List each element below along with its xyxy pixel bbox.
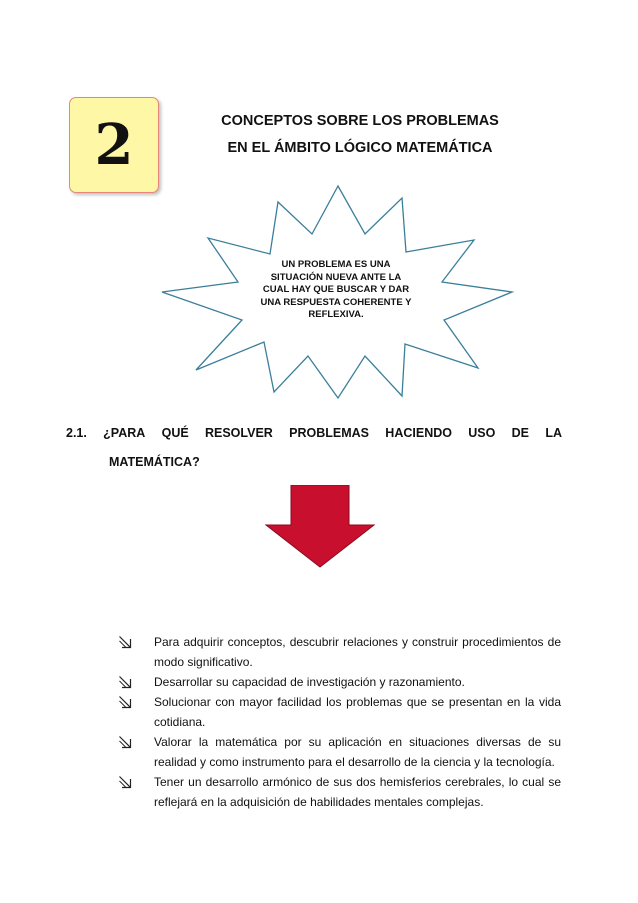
- section-heading: [66, 426, 562, 469]
- list-item: [118, 772, 561, 812]
- chapter-badge: [69, 97, 159, 193]
- list-item: [118, 732, 561, 772]
- definition-line: UN PROBLEMA ES UNA: [281, 259, 391, 270]
- list-item-text: Tener un desarrollo armónico de sus dos hemisferios cerebrales, lo cual se reflejará en la adquisición de habilidades mentales complejas.: [154, 775, 561, 809]
- arrow-bullet-icon: [118, 775, 132, 789]
- down-arrow-icon: [264, 485, 376, 569]
- page-title-line-1: CONCEPTOS SOBRE LOS PROBLEMAS: [221, 113, 499, 129]
- arrow-bullet-icon: [118, 695, 132, 709]
- definition-line: REFLEXIVA.: [308, 309, 364, 320]
- list-item-text: Para adquirir conceptos, descubrir relaciones y construir procedimientos de modo significativo.: [154, 635, 561, 669]
- section-word: LA: [545, 426, 562, 440]
- arrow-bullet-icon: [118, 675, 132, 689]
- reasons-list: [118, 632, 561, 812]
- section-word: USO: [468, 426, 496, 440]
- definition-line: CUAL HAY QUE BUSCAR Y DAR: [262, 284, 410, 295]
- page-title-line-2: EN EL ÁMBITO LÓGICO MATEMÁTICA: [227, 140, 493, 156]
- page-title: [175, 108, 545, 162]
- chapter-number: 2: [94, 112, 134, 178]
- list-item: [118, 692, 561, 732]
- definition-line: SITUACIÓN NUEVA ANTE LA: [270, 271, 402, 283]
- list-item-text: Desarrollar su capacidad de investigación y razonamiento.: [154, 675, 465, 689]
- section-word: DE: [511, 426, 530, 440]
- list-item-text: Valorar la matemática por su aplicación en situaciones diversas de su realidad y como instrumento para el desarrollo de la ciencia y la tecnología.: [154, 735, 561, 769]
- section-heading-line-2: MATEMÁTICA?: [109, 455, 200, 469]
- definition-callout: [160, 182, 516, 402]
- list-item-text: Solucionar con mayor facilidad los problemas que se presentan en la vida cotidiana.: [154, 695, 561, 729]
- list-item: [118, 672, 561, 692]
- section-word: QUÉ: [161, 426, 189, 440]
- section-word: ¿PARA: [103, 426, 146, 440]
- section-word: PROBLEMAS: [289, 426, 369, 440]
- arrow-bullet-icon: [118, 635, 132, 649]
- definition-line: UNA RESPUESTA COHERENTE Y: [260, 296, 412, 308]
- section-number: 2.1.: [66, 426, 87, 440]
- section-word: HACIENDO: [385, 426, 452, 440]
- section-word: RESOLVER: [204, 426, 273, 440]
- list-item: [118, 632, 561, 672]
- arrow-bullet-icon: [118, 735, 132, 749]
- definition-text: [246, 259, 426, 322]
